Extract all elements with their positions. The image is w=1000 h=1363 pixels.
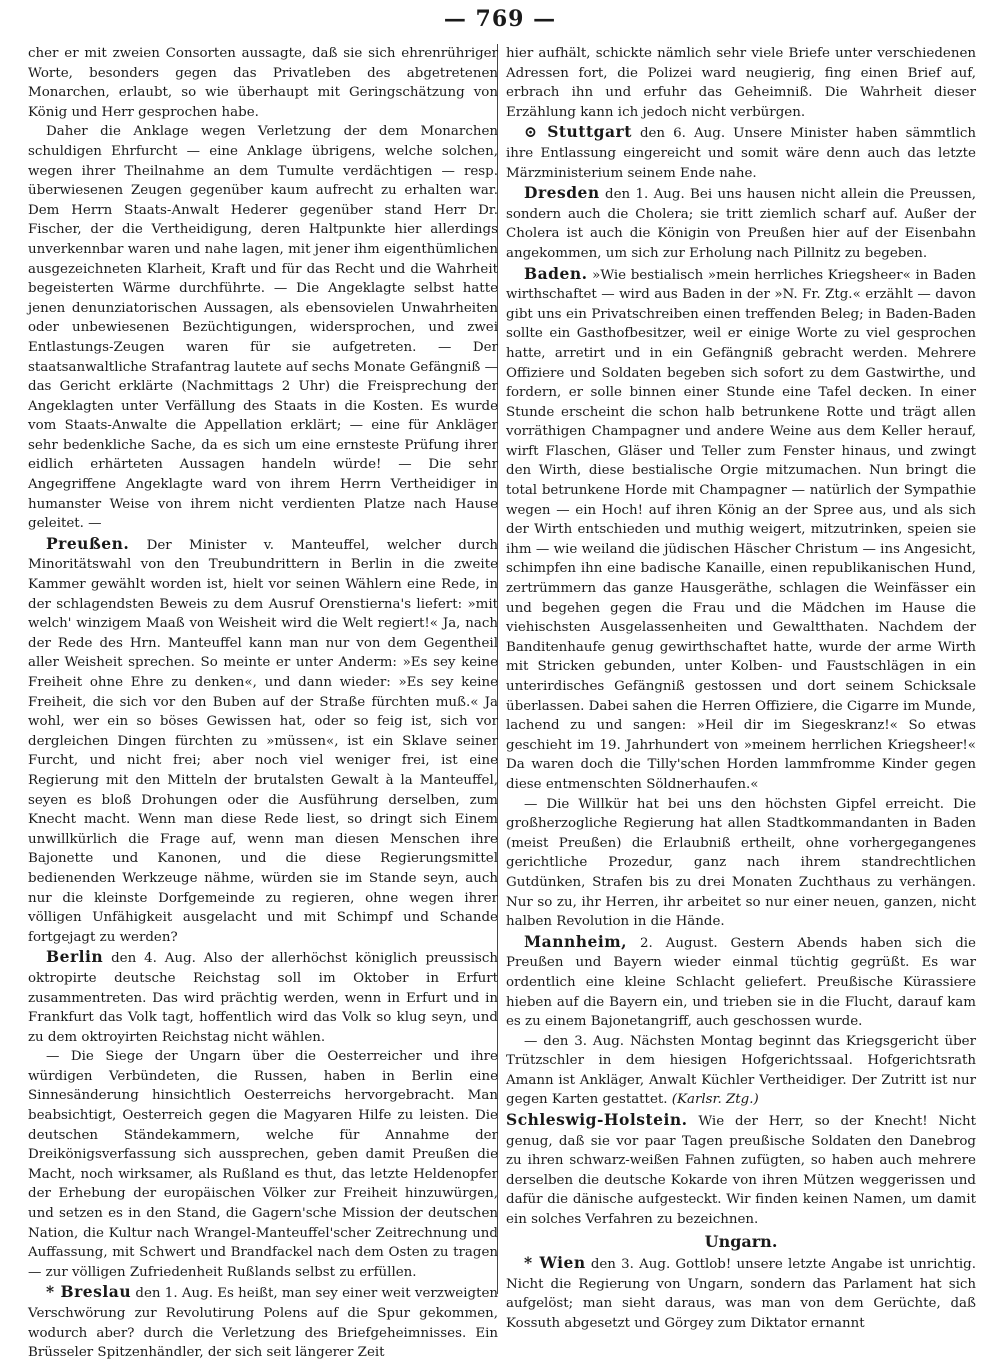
section-heading: Ungarn. — [704, 1231, 778, 1251]
paragraph-text: hier aufhält, schickte nämlich sehr viele Briefe unter verschiedenen Adressen fort, die Polizei ward neugierig, fing einen Brief auf, erbrach ihn und erfuhr das Geheimniß. Die Wahrheit dieser Erzählung kann ich jedoch nicht verbürgen. — [506, 46, 976, 120]
paragraph-text: Daher die Anklage wegen Verletzung der dem Monarchen schuldigen Ehrfurcht — eine Anklage übrigens, welche solchen, wegen ihrer Theilnahme an dem Tumulte verdächtigen — resp. überwiesenen Zeugen gegenüber kaum aufrecht zu erhalten war. Dem Herrn Staats-Anwalt Hederer gegenüber stand Herr Dr. Fischer, der die Vertheidigung, deren Haltpunkte hier allerdings unverkennbar waren und nahe lagen, mit jener ihm eigenthümlichen ausgezeichneten Klarheit, Kraft und für das Recht und die Wahrheit begeisterten Wärme durchführte. — Die Angeklagte selbst hatte jenen denunziatorischen Aussagen, als ebensovielen Unwahrheiten oder unbewiesenen Bezüchtigungen, widersprochen, und zwei Entlastungs-Zeugen waren für sie aufgetreten. — Der staatsanwaltliche Strafantrag lautete auf sechs Monate Gefängniß — das Gericht erklärte (Nachmittags 2 Uhr) die Freisprechung der Angeklagten unter Verfällung des Staats in die Kosten. Es wurde vom Staats-Anwalte die Appellation erklärt; — eine für Ankläger sehr bedenkliche Sache, da es sich um eine ernsteste Prüfung ihrer eidlich erhärteten Aussagen handeln würde! — Die sehr Angegriffene Angeklagte ward von ihrem Herrn Vertheidiger in humanster Weise von ihrem nicht verdienten Platze nach Hause geleitet. — — [28, 124, 498, 532]
article-paragraph — [506, 264, 976, 795]
page-number: — 769 — — [443, 6, 557, 32]
article-paragraph — [506, 1032, 976, 1110]
dateline: ⊙ Stuttgart — [524, 122, 632, 142]
dateline: * Wien — [524, 1253, 586, 1273]
paragraph-text: den 1. Aug. Bei uns hausen nicht allein die Preussen, sondern auch die Cholera; sie tritt ziemlich scharf auf. Außer der Cholera ist auch die Königin von Preußen hier auf der Eisenbahn angekommen, um sich zur Erholung nach Pillnitz zu begeben. — [506, 187, 976, 261]
paragraph-text: 2. August. Gestern Abends haben sich die Preußen und Bayern wieder einmal tüchtig gegrüßt. Es war ordentlich eine kleine Schlacht geliefert. Preußische Kürassiere hieben auf die Bayern ein, und trieben sie in die Flucht, darauf kam es zu einem Bajonetangriff, auch geschossen wurde. — [506, 935, 976, 1030]
dateline: * Breslau — [46, 1282, 132, 1302]
article-paragraph — [506, 122, 976, 183]
right-column — [506, 44, 977, 1331]
article-paragraph — [506, 1110, 976, 1230]
dateline: Berlin — [46, 947, 104, 967]
article-paragraph — [506, 932, 976, 1032]
article-paragraph — [28, 947, 498, 1047]
article-paragraph — [28, 44, 498, 122]
dateline: Dresden — [524, 183, 600, 203]
article-paragraph — [506, 44, 976, 122]
article-paragraph — [28, 122, 498, 533]
paragraph-text: den 6. Aug. Unsere Minister haben sämmtlich ihre Entlassung eingereicht und somit wäre denn auch das letzte Märzministerium seinem Ende nahe. — [506, 126, 976, 181]
dateline: Mannheim, — [524, 931, 628, 951]
paragraph-text: Wie der Herr, so der Knecht! Nicht genug, daß sie vor paar Tagen preußische Soldaten den Danebrog zu ihren schwarz-weißen Fahnen zufügten, so haben auch mehrere derselben die deutsche Kokarde von ihren Mützen weggerissen und dafür die dänische aufgesteckt. Wir finden keinen Namen, um damit ein solches Verfahren zu bezeichnen. — [506, 1114, 976, 1228]
article-paragraph — [28, 1282, 498, 1362]
article-paragraph — [28, 534, 498, 947]
dateline: Preußen. — [46, 533, 130, 553]
paragraph-text: — Die Siege der Ungarn über die Oesterreicher und ihre würdigen Verbündeten, die Russen, haben in Berlin eine Sinnesänderung hinsichtlich Oesterreichs hervorgebracht. Man beabsichtigt, Oesterreich gegen die Magyaren Hilfe zu leisten. Die deutschen Ständekammern, welche für Annahme der Dreikönigsverfassung sich aussprechen, geben damit Preußen die Macht, noch wirksamer, als Rußland es thut, das letzte Heldenopfer der Erhebung der europäischen Völker zur Freiheit hinzuwürgen, und setzen es in den Stand, die Gagern'sche Mission der deutschen Nation, die Kultur nach Wrangel-Manteuffel'scher Zeitrechnung und Auffassung, mit Schwert und Brandfackel nach dem Osten zu tragen — zur völligen Zufriedenheit Rußlands selbst zu erfüllen. — [28, 1049, 498, 1280]
article-paragraph — [506, 795, 976, 932]
dateline: Schleswig-Holstein. — [506, 1110, 688, 1130]
paragraph-text: den 4. Aug. Also der allerhöchst königlich preussisch oktropirte deutsche Reichstag soll im Oktober in Erfurt zusammentreten. Das wird prächtig werden, wenn in Erfurt und in Frankfurt das Volk tagt, hoffentlich wird das Volk so klug seyn, und zu dem oktroyirten Reichstag nicht wählen. — [28, 951, 498, 1045]
paragraph-text: — Die Willkür hat bei uns den höchsten Gipfel erreicht. Die großherzogliche Regierung hat allen Stadtkommandanten in Baden (meist Preußen) die Erlaubniß ertheilt, ohne vorhergegangenes gerichtliche Prozedur, ganz nach ihrem standrechtlichen Gutdünken, Strafen bis zu drei Monaten Zuchthaus zu verhängen. Nur so zu, ihr Herren, ihr arbeitet so nur einer neuen, ganzen, nicht halben Revolution in die Hände. — [506, 796, 976, 930]
paragraph-text: den 3. Aug. Gottlob! unsere letzte Angabe ist unrichtig. Nicht die Regierung von Ungarn, sondern das Parlament hat sich aufgelöst; man sieht daraus, was man von dem Gerüchte, daß Kossuth abgesetzt und Görgey zum Diktator ernannt — [506, 1257, 977, 1331]
paragraph-text: »Wie bestialisch »mein herrliches Kriegsheer« in Baden wirthschaftet — wird aus Baden in der »N. Fr. Ztg.« erzählt — davon gibt uns ein Privatschreiben einen treffenden Beleg; in Baden-Baden sollte ein Gasthofbesitzer, weil er einige Worte zu viel gesprochen hatte, arretirt und in ein Gefängniß gebracht werden. Mehrere Offiziere und Soldaten begeben sich sofort zu dem Gastwirthe, und fordern, er solle binnen einer Stunde eine Tafel decken. In einer Stunde erscheint die schon halb betrunkene Rotte und trägt allen vorräthigen Champagner und andere Weine aus dem Keller herauf, wirft Flaschen, Gläser und Teller zum Fenster hinaus, und zwingt den Wirth, diese bestialische Orgie mitzumachen. Nun bringt die total betrunkene Horde mit Champagner — natürlich der Sympathie wegen — ein Hoch! auf ihren König an der Spree aus, und als sich der Wirth entschieden und muthig weigert, mitzutrinken, speien sie ihm — wie weiland die jüdischen Häscher Christum — ins Angesicht, schimpfen ihn eine badische Kanaille, einen republikanischen Hund, zertrümmern das ganze Hausgeräthe, schlagen die Weinfässer ein und begehen gegen die Frau und die Mädchen im Hause die viehischsten Ausgelassenheiten und Gewaltthaten. Nachdem der Banditenhaufe genug gewirthschaftet hatte, wurde der arme Wirth mit Stricken gebunden, unter Kolben- und Faustschlägen in ein unterirdisches Gefängniß gestossen und dort seinem Schicksale überlassen. Dabei sahen die Herren Offiziere, die Cigarre im Munde, lachend zu und sangen: »Heil dir im Siegeskranz!« So etwas geschieht im 19. Jahrhundert von »meinem herrlichen Kriegsheer!« Da waren doch die Tilly'schen Horden lammfromme Kinder gegen diese entmenschten Söldnerhaufen.« — [506, 267, 976, 792]
article-paragraph — [28, 1047, 498, 1282]
paragraph-text: Der Minister v. Manteuffel, welcher durch Minoritätswahl von den Treubundrittern in Berlin in die zweite Kammer gewählt worden ist, hielt vor seinen Wählern eine Rede, in der schlagendsten Beweis zu dem Ausruf Orenstierna's liefert: »mit welch' winzigem Maaß von Weisheit wird die Welt regiert!« Ja, nach der Rede des Hrn. Manteuffel kann man nur von dem Gegentheil aller Weisheit sprechen. So meinte er unter Anderm: »Es sey keine Freiheit ohne Ehre zu denken«, und dann wieder: »Es sey keine Freiheit, die sich vor den Buben auf der Straße fürchten muß.« Ja wohl, wer ein so böses Gewissen hat, oder so feig ist, sich vor dergleichen Dingen fürchten zu »müssen«, ist ein Sklave seiner Furcht, und nicht frei; aber noch viel weniger frei, ist eine Regierung mit den Mitteln der brutalsten Gewalt à la Manteuffel, seyen es bloß Drohungen oder die Ausführung derselben, zum Knecht macht. Wenn man diese Rede liest, so dringt sich Einem unwillkürlich die Frage auf, wenn man diesen Menschen ihre Bajonette und Kanonen, und die diese Regierungsmittel bedienenden Werkzeuge nähme, würden sie im Stande seyn, auch nur die kleinste Dorfgemeinde zu regieren, ohne wegen ihrer völligen Unfähigkeit ausgelacht und mit Schimpf und Schande fortgejagt zu werden? — [28, 537, 498, 945]
article-paragraph — [506, 183, 976, 263]
paragraph-text: den 1. Aug. Es heißt, man sey einer weit verzweigten Verschwörung zur Revolutirung Polens auf die Spur gekommen, wodurch aber? durch die Verletzung des Briefgeheimnisses. Ein Brüsseler Spitzenhändler, der sich seit längerer Zeit — [28, 1286, 498, 1361]
article-paragraph — [506, 1253, 976, 1333]
left-column — [28, 44, 498, 1361]
source-citation: (Karlsr. Ztg.) — [671, 1092, 759, 1108]
paragraph-text: cher er mit zweien Consorten aussagte, daß sie sich ehrenrühriger Worte, besonders gegen das Privatleben des abgetretenen Monarchen, erlaubt, so wie überhaupt mit Geringschätzung von König und Herr gesprochen habe. — [28, 46, 498, 120]
paragraph-text: — den 3. Aug. Nächsten Montag beginnt das Kriegsgericht über Trützschler in dem hiesigen Hofgerichtssaal. Hofgerichtsrath Amann ist Ankläger, Anwalt Küchler Vertheidiger. Der Zutritt ist nur gegen Karten gestattet. — [506, 1033, 976, 1108]
dateline: Baden. — [524, 263, 588, 283]
